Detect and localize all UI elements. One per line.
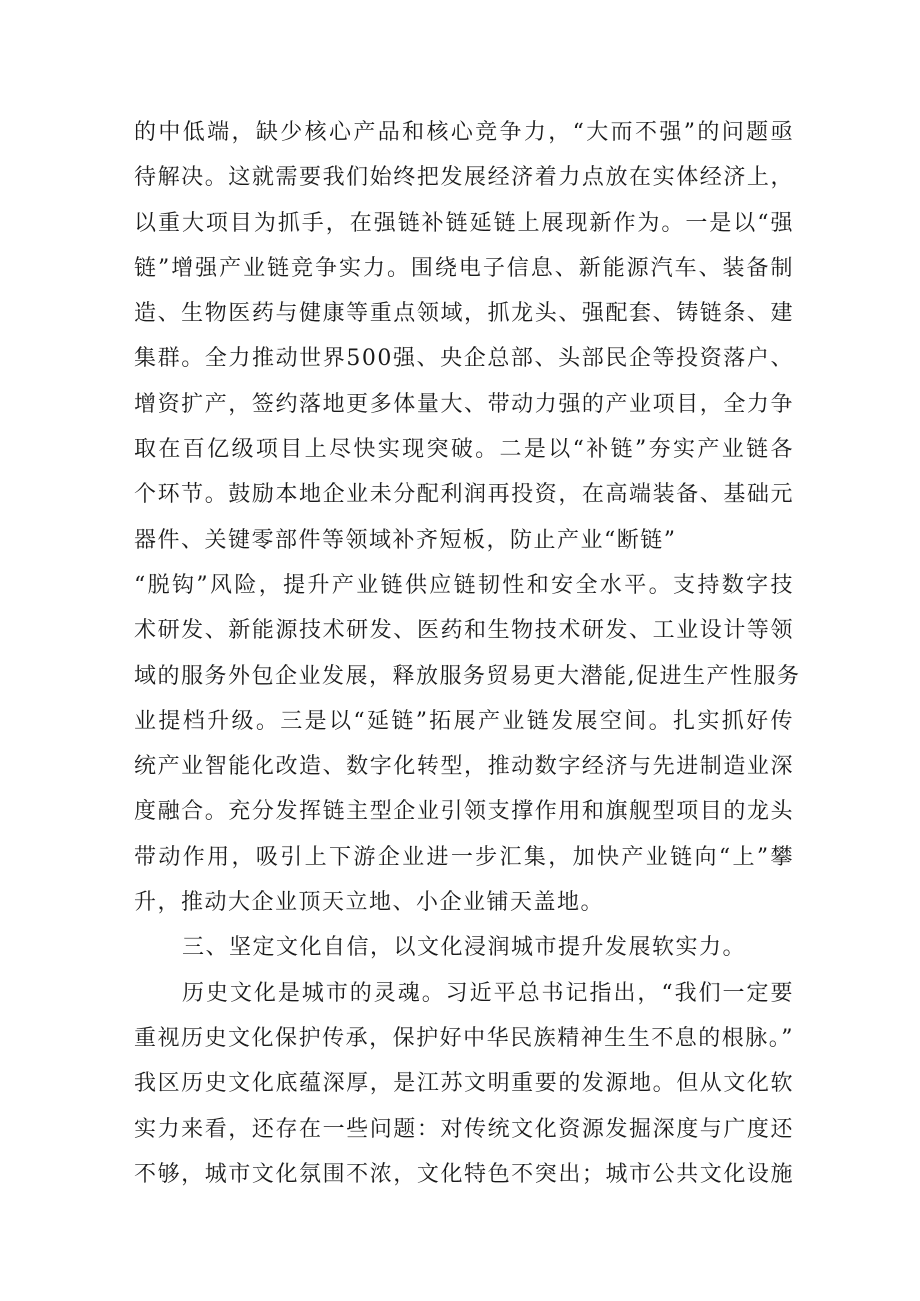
text-line: 我区历史文化底蕴深厚，是江苏文明重要的发源地。但从文化软	[134, 1071, 794, 1097]
text-line: 统产业智能化改造、数字化转型，推动数字经济与先进制造业深	[134, 754, 794, 780]
text-line: 实力来看，还存在一些问题：对传统文化资源发掘深度与广度还	[134, 1116, 794, 1142]
text-line: 器件、关键零部件等领域补齐短板，防止产业“断链”	[134, 527, 677, 553]
text-line: “脱钩”风险，提升产业链供应链韧性和安全水平。支持数字技	[134, 572, 794, 598]
text-line: 以重大项目为抓手，在强链补链延链上展现新作为。一是以“强	[134, 210, 794, 236]
text-line: 历史文化是城市的灵魂。习近平总书记指出，“我们一定要	[182, 980, 794, 1006]
text-line: 域的服务外包企业发展，释放服务贸易更大潜能,促进生产性服务	[134, 663, 801, 689]
text-line: 造、生物医药与健康等重点领域，抓龙头、强配套、铸链条、建	[134, 301, 794, 327]
text-line: 增资扩产，签约落地更多体量大、带动力强的产业项目，全力争	[134, 391, 794, 417]
text-line: 带动作用，吸引上下游企业进一步汇集，加快产业链向“上”攀	[134, 844, 794, 870]
document-body	[134, 110, 801, 1197]
text-line: 链”增强产业链竞争实力。围绕电子信息、新能源汽车、装备制	[134, 255, 794, 281]
text-line: 的中低端，缺少核心产品和核心竞争力，“大而不强”的问题亟	[134, 120, 794, 145]
text-line: 业提档升级。三是以“延链”拓展产业链发展空间。扎实抓好传	[134, 708, 794, 734]
text-line: 度融合。充分发挥链主型企业引领支撑作用和旗舰型项目的龙头	[134, 799, 794, 825]
section-heading: 三、坚定文化自信，以文化浸润城市提升发展软实力。	[182, 935, 747, 961]
text-line: 集群。全力推动世界500强、央企总部、头部民企等投资落户、	[134, 346, 794, 372]
text-line: 术研发、新能源技术研发、医药和生物技术研发、工业设计等领	[134, 618, 794, 644]
text-line: 不够，城市文化氛围不浓，文化特色不突出；城市公共文化设施	[134, 1161, 794, 1187]
text-line: 升，推动大企业顶天立地、小企业铺天盖地。	[134, 890, 605, 916]
text-line: 个环节。鼓励本地企业未分配利润再投资，在高端装备、基础元	[134, 482, 794, 508]
text-line: 取在百亿级项目上尽快实现突破。二是以“补链”夯实产业链各	[134, 437, 794, 463]
text-line: 待解决。这就需要我们始终把发展经济着力点放在实体经济上，	[134, 165, 794, 191]
text-line: 重视历史文化保护传承，保护好中华民族精神生生不息的根脉。”	[134, 1025, 794, 1051]
